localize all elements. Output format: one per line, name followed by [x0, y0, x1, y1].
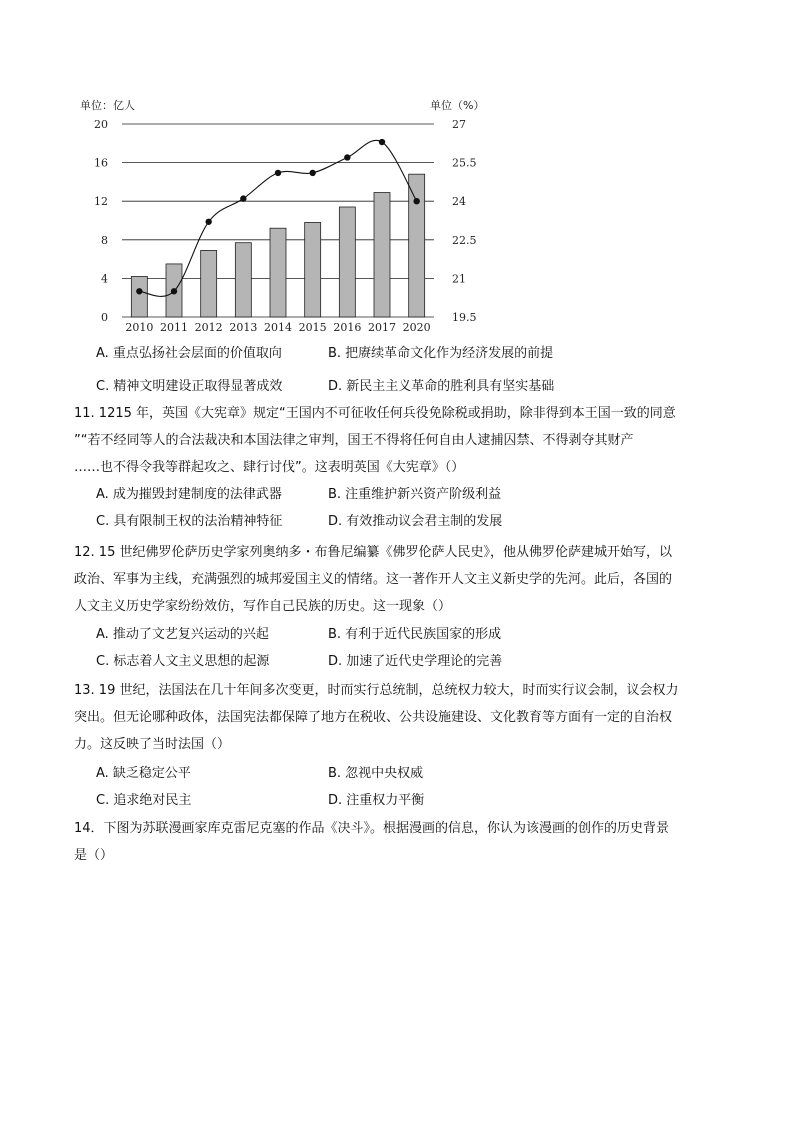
q14-stem-line2: 是（） [74, 848, 114, 863]
line-point [413, 198, 419, 204]
q11-option-c: C. 具有限制王权的法治精神特征 [96, 514, 283, 529]
q10-option-a: A. 重点弘扬社会层面的价值取向 [96, 346, 282, 361]
bar [235, 243, 251, 317]
right-tick-label: 27 [452, 118, 466, 131]
q12-stem-line2: 政治、军事为主线，充满强烈的城邦爱国主义的情绪。这一著作开人文主义新史学的先河。此后，各国的 [74, 572, 673, 587]
right-tick-label: 25.5 [452, 156, 477, 170]
left-tick-label: 20 [94, 118, 108, 131]
q11-stem-line3: ……也不得令我等群起攻之、肆行讨伐”。这表明英国《大宪章》（） [74, 460, 465, 475]
q11-stem-line2: ”“若不经同等人的合法裁决和本国法律之审判，国王不得将任何自由人逮捕囚禁、不得剥夺其财产 [74, 433, 634, 448]
line-point [309, 170, 315, 176]
x-tick-label: 2017 [368, 321, 396, 334]
right-axis-ticks [452, 118, 477, 324]
q12-stem-line3: 人文主义历史学家纷纷效仿，写作自己民族的历史。这一现象（） [74, 599, 452, 614]
left-tick-label: 8 [101, 233, 108, 247]
right-tick-label: 21 [452, 272, 466, 286]
q13-option-d: D. 注重权力平衡 [328, 793, 425, 808]
right-tick-label: 24 [452, 195, 466, 209]
bar [270, 228, 286, 317]
left-axis-title: 单位：亿人 [80, 99, 135, 112]
x-tick-label: 2016 [333, 321, 362, 334]
x-tick-label: 2013 [229, 321, 258, 334]
line-point [344, 154, 350, 160]
x-tick-label: 2012 [194, 321, 223, 334]
x-tick-label: 2010 [125, 321, 154, 334]
x-tick-label: 2020 [402, 321, 431, 334]
right-tick-label: 19.5 [452, 311, 477, 324]
q12-option-a: A. 推动了文艺复兴运动的兴起 [96, 627, 269, 642]
bar [131, 276, 147, 317]
population-chart [80, 96, 500, 338]
q12-option-c: C. 标志着人文主义思想的起源 [96, 654, 270, 669]
line-point [275, 170, 281, 176]
x-tick-label: 2015 [298, 321, 327, 334]
q12-option-d: D. 加速了近代史学理论的完善 [328, 654, 503, 669]
q10-option-d: D. 新民主主义革命的胜利具有坚实基础 [328, 379, 555, 394]
q11-stem-line1: 11. 1215 年，英国《大宪章》规定“王国内不可征收任何兵役免除税或捐助，除非得到本王国一致的同意 [74, 406, 676, 421]
left-tick-label: 16 [94, 156, 108, 170]
left-tick-label: 12 [94, 195, 108, 209]
bar [305, 222, 321, 317]
bar [409, 174, 425, 317]
q12-stem-line1: 12. 15 世纪佛罗伦萨历史学家列奥纳多・布鲁尼编纂《佛罗伦萨人民史》，他从佛罗伦萨建城开始写，以 [74, 545, 672, 560]
bar [374, 193, 390, 317]
q14-stem-line1: 14．下图为苏联漫画家库克雷尼克塞的作品《决斗》。根据漫画的信息，你认为该漫画的创作的历史背景 [74, 821, 670, 836]
right-tick-label: 22.5 [452, 233, 477, 247]
q13-stem-line3: 力。这反映了当时法国（） [74, 737, 231, 752]
q13-stem-line2: 突出。但无论哪种政体，法国宪法都保障了地方在税收、公共设施建设、文化教育等方面有一定的自治权 [74, 710, 673, 725]
bar [339, 207, 355, 317]
q13-option-c: C. 追求绝对民主 [96, 793, 192, 808]
right-axis-title: 单位（%） [430, 99, 485, 112]
line-point [136, 288, 142, 294]
bar [201, 250, 217, 317]
line-point [205, 219, 211, 225]
line-point [379, 139, 385, 145]
q11-option-b: B. 注重维护新兴资产阶级利益 [328, 487, 502, 502]
q13-option-b: B. 忽视中央权威 [328, 766, 424, 781]
q12-option-b: B. 有利于近代民族国家的形成 [328, 627, 502, 642]
q10-option-c: C. 精神文明建设正取得显著成效 [96, 379, 283, 394]
q11-option-a: A. 成为摧毁封建制度的法律武器 [96, 487, 282, 502]
line-point [171, 288, 177, 294]
left-tick-label: 4 [101, 272, 108, 286]
q13-stem-line1: 13. 19 世纪，法国法在几十年间多次变更，时而实行总统制，总统权力较大，时而实行议会制，议会权力 [74, 683, 679, 698]
q13-option-a: A. 缺乏稳定公平 [96, 766, 191, 781]
q11-option-d: D. 有效推动议会君主制的发展 [328, 514, 503, 529]
line-point [240, 195, 246, 201]
left-axis-ticks [94, 118, 108, 324]
x-tick-label: 2011 [160, 321, 188, 334]
q10-option-b: B. 把赓续革命文化作为经济发展的前提 [328, 346, 554, 361]
x-tick-label: 2014 [264, 321, 292, 334]
bar-series [131, 174, 424, 317]
left-tick-label: 0 [101, 311, 108, 324]
x-axis-ticks [125, 321, 430, 334]
